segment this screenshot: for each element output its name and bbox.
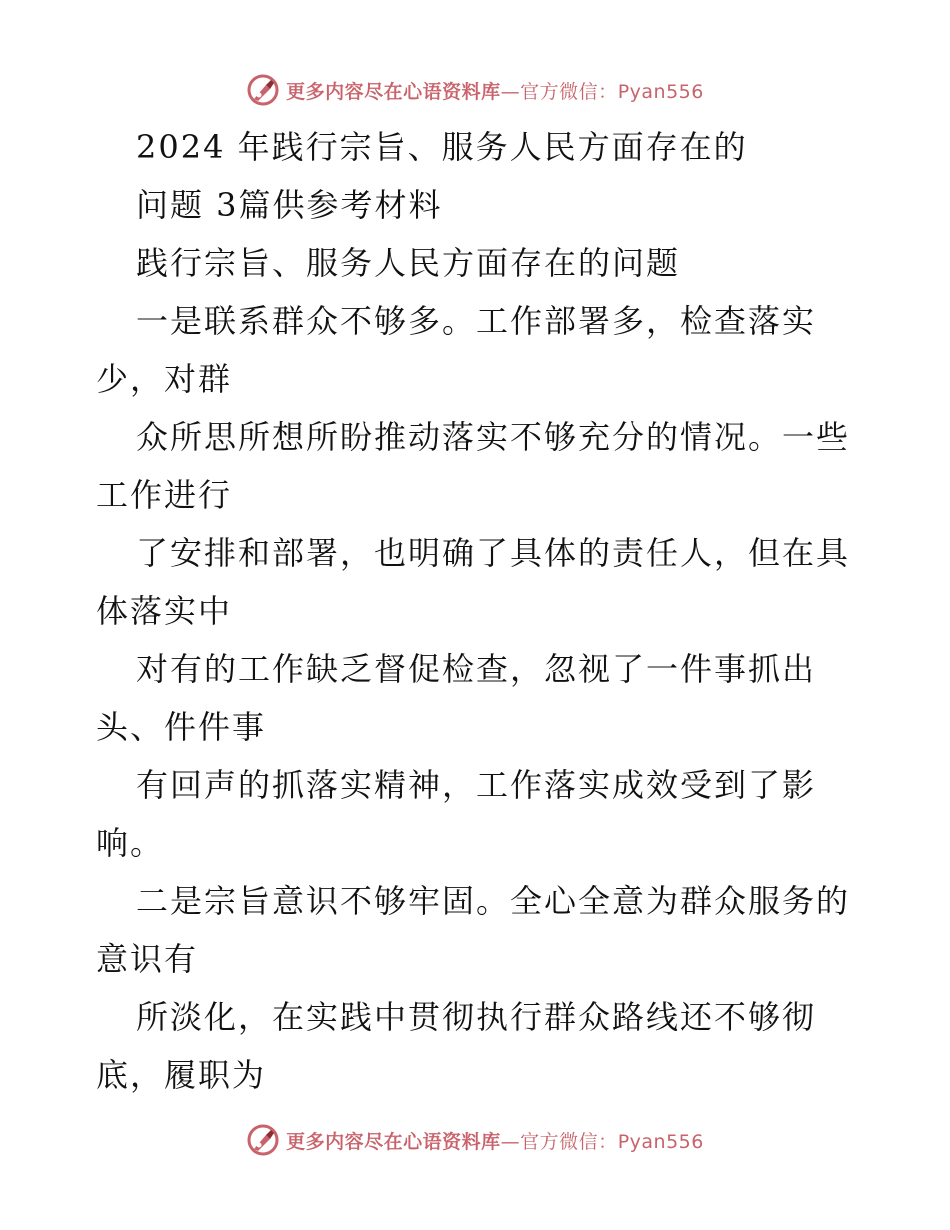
banner-text: 更多内容尽在心语资料库—官方微信：Pyan556: [286, 1130, 704, 1153]
text-line: 对有的工作缺乏督促检查，忽视了一件事抓出: [136, 650, 817, 688]
banner-text: 更多内容尽在心语资料库—官方微信：Pyan556: [286, 80, 704, 103]
text-line: 一是联系群众不够多。工作部署多，检查落实: [136, 302, 817, 340]
header-banner: [0, 70, 950, 110]
text-line: 了安排和部署，也明确了具体的责任人，但在具: [136, 534, 851, 572]
text-line: 践行宗旨、服务人民方面存在的问题: [136, 244, 681, 282]
text-line: 众所思所想所盼推动落实不够充分的情况。一些: [136, 418, 851, 456]
text-line: 体落实中: [96, 592, 233, 630]
footer-banner: [0, 1120, 950, 1160]
document-body: [96, 118, 856, 1104]
text-line: 问题 3篇供参考材料: [136, 186, 443, 224]
text-line: 意识有: [96, 940, 199, 978]
text-line: 有回声的抓落实精神，工作落实成效受到了影: [136, 766, 817, 804]
text-line: 响。: [96, 824, 165, 862]
text-line: 工作进行: [96, 476, 233, 514]
text-line: 头、件件事: [96, 708, 267, 746]
text-line: 少，对群: [96, 360, 233, 398]
text-line: 底，履职为: [96, 1056, 267, 1094]
text-line: 2024 年践行宗旨、服务人民方面存在的: [136, 128, 748, 166]
text-line: 二是宗旨意识不够牢固。全心全意为群众服务的: [136, 882, 851, 920]
text-line: 所淡化，在实践中贯彻执行群众路线还不够彻: [136, 998, 817, 1036]
pen-logo-icon: [246, 73, 280, 107]
pen-logo-icon: [246, 1123, 280, 1157]
